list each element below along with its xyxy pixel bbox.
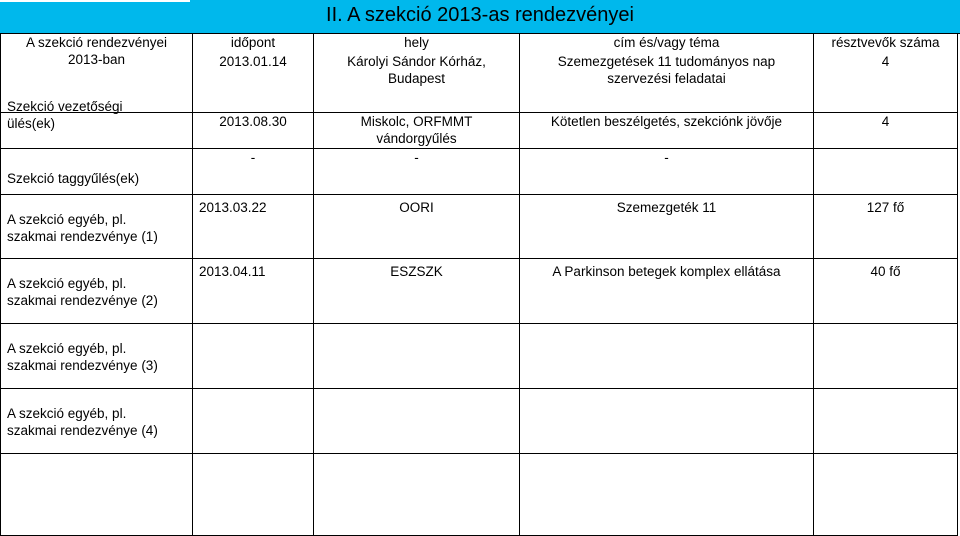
topic-cell: [520, 324, 814, 389]
count-cell-text: 127 fő: [866, 200, 905, 215]
topic-cell-text: [526, 389, 807, 406]
header-row-label-line: 2013-ban: [67, 52, 126, 67]
date-cell-text: [199, 324, 307, 341]
header-topic-label: cím és/vagy téma: [613, 35, 720, 50]
header-place: [314, 34, 520, 113]
row-label-line: szakmai rendezvénye (4): [7, 423, 158, 438]
topic-cell-text: Szemezgeték 11: [616, 200, 717, 215]
count-cell-text: 40 fő: [870, 264, 901, 279]
page-title-bar: [0, 0, 960, 34]
header-date: [193, 34, 314, 113]
place-cell: Budapest: [387, 71, 446, 86]
row-label-line: szakmai rendezvénye (2): [7, 293, 158, 308]
place-cell: [314, 149, 520, 195]
place-cell: [314, 259, 520, 324]
place-cell-text: vándorgyűlés: [376, 131, 457, 146]
table-row: [1, 195, 958, 259]
topic-cell: szervezési feladatai: [607, 71, 726, 86]
header-count: [814, 34, 958, 113]
empty-cell: [520, 454, 814, 536]
row-label-line: Szekció taggyűlés(ek): [7, 171, 140, 186]
page-title: II. A szekció 2013-as rendezvényei: [326, 4, 634, 26]
count-cell: [814, 113, 958, 149]
empty-cell: [193, 454, 314, 536]
empty-cell: [1, 454, 193, 536]
place-cell: [314, 324, 520, 389]
topic-cell-text: A Parkinson betegek komplex ellátása: [552, 264, 781, 279]
place-cell: [314, 113, 520, 149]
topic-cell: [520, 149, 814, 195]
row-label-line: szakmai rendezvénye (1): [7, 229, 158, 244]
count-cell-text: [820, 324, 951, 341]
table-row: [1, 113, 958, 149]
header-place-label: hely: [404, 35, 429, 50]
date-cell: [193, 195, 314, 259]
place-cell: [314, 195, 520, 259]
row-label: [1, 389, 193, 454]
date-cell-text: 2013.03.22: [199, 200, 267, 215]
date-cell: [193, 113, 314, 149]
row-label: [1, 324, 193, 389]
date-cell-text: [199, 389, 307, 406]
row-label-line: szakmai rendezvénye (3): [7, 358, 158, 373]
row-label-line: Szekció vezetőségi: [7, 99, 123, 114]
date-cell: 2013.01.14: [219, 54, 287, 69]
count-cell-text: 4: [881, 114, 890, 129]
place-cell-text: OORI: [399, 200, 434, 215]
row-label: [1, 195, 193, 259]
table-row: [1, 389, 958, 454]
topic-cell: [520, 195, 814, 259]
place-cell-text: [320, 389, 513, 406]
count-cell-text: [820, 149, 951, 166]
empty-cell: [814, 454, 958, 536]
topic-cell: [520, 259, 814, 324]
place-cell-text: [320, 324, 513, 341]
row-label-line: A szekció egyéb, pl.: [7, 341, 127, 356]
empty-cell: [314, 454, 520, 536]
table-row: [1, 324, 958, 389]
topic-cell-text: -: [664, 150, 669, 165]
table-row: [1, 259, 958, 324]
place-cell-text: Miskolc, ORFMMT: [360, 114, 473, 129]
count-cell: [814, 324, 958, 389]
count-cell: [814, 149, 958, 195]
header-topic: [520, 34, 814, 113]
place-cell: Károlyi Sándor Kórház,: [347, 54, 486, 69]
title-bar-edge: [0, 0, 190, 2]
row-label: [1, 99, 193, 149]
date-cell: [193, 389, 314, 454]
count-cell: [814, 389, 958, 454]
count-cell: [814, 259, 958, 324]
place-cell-text: -: [414, 150, 419, 165]
date-cell: [193, 324, 314, 389]
topic-cell: [520, 389, 814, 454]
date-cell: [193, 259, 314, 324]
date-cell-text: 2013.04.11: [199, 264, 266, 279]
topic-cell-text: [526, 324, 807, 341]
header-date-label: időpont: [230, 35, 276, 50]
header-count-label: résztvevők száma: [831, 35, 940, 50]
row-label-line: A szekció egyéb, pl.: [7, 276, 127, 291]
count-cell: 4: [881, 54, 890, 69]
row-label-line: A szekció egyéb, pl.: [7, 212, 127, 227]
topic-cell-text: Kötetlen beszélgetés, szekciónk jövője: [550, 114, 783, 129]
topic-cell: [520, 113, 814, 149]
place-cell-text: ESZSZK: [390, 264, 443, 279]
row-label-line: A szekció egyéb, pl.: [7, 406, 127, 421]
row-label-line: ülés(ek): [7, 116, 56, 131]
table-row-empty: [1, 454, 958, 536]
topic-cell: Szemezgetések 11 tudományos nap: [557, 54, 776, 69]
count-cell: [814, 195, 958, 259]
date-cell: [193, 149, 314, 195]
date-cell-text: -: [250, 150, 256, 165]
date-cell-text: 2013.08.30: [219, 114, 287, 129]
count-cell-text: [820, 389, 951, 406]
header-row-label-line: A szekció rendezvényei: [25, 35, 168, 50]
table-row: [1, 149, 958, 195]
place-cell: [314, 389, 520, 454]
events-table: [0, 33, 958, 536]
row-label: [1, 259, 193, 324]
row-label: [1, 149, 193, 195]
